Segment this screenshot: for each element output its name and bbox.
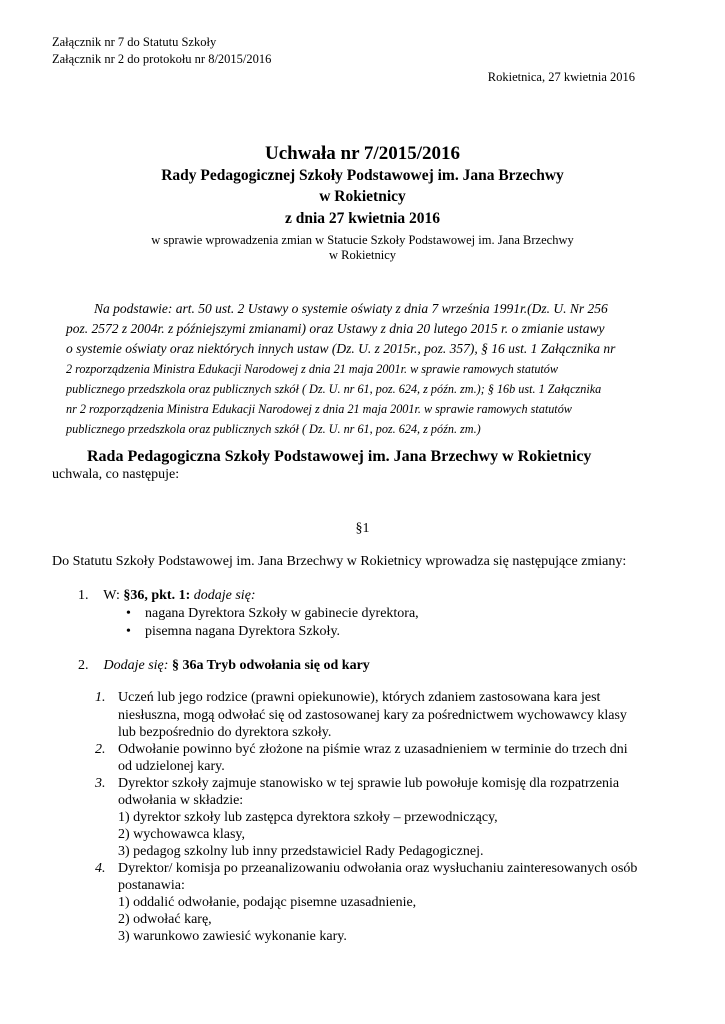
basis-line: poz. 2572 z 2004r. z późniejszymi zmianami) oraz Ustawy z dnia 20 lutego 2015 r. o zmianie ustawy [66, 321, 605, 336]
subpoint-line: 1) oddalić odwołanie, podając pisemne uzasadnienie, [118, 895, 417, 910]
subpoint-line: Uczeń lub jego rodzice (prawni opiekunowie), których zdaniem zastosowana kara jest [118, 690, 601, 705]
item-ref: §36, pkt. 1: [123, 588, 191, 603]
item-number: 2. [78, 658, 89, 673]
basis-line: nr 2 rozporządzenia Ministra Edukacji Narodowej z dnia 21 maja 2001r. w sprawie ramowych statutów [66, 402, 572, 416]
item-ref: § 36a Tryb odwołania się od kary [168, 658, 370, 673]
council-location: w Rokietnicy [319, 188, 406, 205]
amendments-intro: Do Statutu Szkoły Podstawowej im. Jana Brzechwy w Rokietnicy wprowadza się następujące zmiany: [52, 554, 627, 569]
subject-line-1: w sprawie wprowadzenia zmian w Statucie Szkoły Podstawowej im. Jana Brzechwy [151, 233, 574, 247]
basis-line: 2 rozporządzenia Ministra Edukacji Narodowej z dnia 21 maja 2001r. w sprawie ramowych statutów [66, 362, 559, 376]
bullet-dot-icon: • [126, 624, 131, 639]
subpoint-line: od udzielonej kary. [118, 759, 225, 774]
subpoint-line: niesłuszna, mogą odwołać się od zastosowanej kary za pośrednictwem wychowawcy klasy [118, 708, 627, 723]
subpoint-number: 2. [95, 742, 106, 757]
place-date: Rokietnica, 27 kwietnia 2016 [487, 70, 635, 84]
subpoint-line: 3) pedagog szkolny lub inny przedstawiciel Rady Pedagogicznej. [118, 844, 484, 859]
council-heading: Rada Pedagogiczna Szkoły Podstawowej im. Jana Brzechwy w Rokietnicy [87, 448, 592, 465]
attachment-note-statute: Załącznik nr 7 do Statutu Szkoły [52, 35, 217, 49]
subpoint-line: 3) warunkowo zawiesić wykonanie kary. [118, 929, 347, 944]
subpoint-line: Odwołanie powinno być złożone na piśmie wraz z uzasadnieniem w terminie do trzech dni [118, 742, 628, 757]
item-action: dodaje się: [190, 588, 256, 603]
bullet-item: pisemna nagana Dyrektora Szkoły. [145, 624, 341, 639]
subpoint-line: 1) dyrektor szkoły lub zastępca dyrektora szkoły – przewodniczący, [118, 810, 498, 825]
subpoint-line: 2) odwołać karę, [118, 912, 212, 927]
basis-line: publicznego przedszkola oraz publicznych szkół ( Dz. U. nr 61, poz. 624, z późn. zm.); § 16b ust. 1 Załącznika [66, 382, 602, 396]
subpoint-line: postanawia: [118, 878, 185, 893]
subpoint-line: odwołania w składzie: [118, 793, 244, 808]
subpoint-line: 2) wychowawca klasy, [118, 827, 245, 842]
subpoint-number: 1. [95, 690, 106, 705]
resolution-title: Uchwała nr 7/2015/2016 [265, 143, 460, 164]
subject-line-2: w Rokietnicy [328, 248, 396, 262]
basis-line: o systemie oświaty oraz niektórych innych ustaw (Dz. U. z 2015r., poz. 357), § 16 ust. 1 Załącznika nr [66, 341, 616, 356]
resolution-date: z dnia 27 kwietnia 2016 [284, 210, 440, 227]
basis-line: Na podstawie: art. 50 ust. 2 Ustawy o systemie oświaty z dnia 7 września 1991r.(Dz. U. Nr 256 [94, 301, 608, 316]
subpoint-number: 3. [95, 776, 106, 791]
council-name: Rady Pedagogicznej Szkoły Podstawowej im. Jana Brzechwy [161, 167, 564, 184]
item-action: Dodaje się: [103, 658, 169, 673]
subpoint-line: lub bezpośrednio do dyrektora szkoły. [118, 725, 332, 740]
attachment-note-protocol: Załącznik nr 2 do protokołu nr 8/2015/2016 [52, 52, 272, 66]
bullet-dot-icon: • [126, 606, 131, 621]
bullet-item: nagana Dyrektora Szkoły w gabinecie dyrektora, [145, 606, 419, 621]
basis-line: publicznego przedszkola oraz publicznych szkół ( Dz. U. nr 61, poz. 624, z późn. zm.) [66, 422, 481, 436]
subpoint-number: 4. [95, 861, 106, 876]
resolves-text: uchwala, co następuje: [52, 467, 180, 482]
subpoint-line: Dyrektor szkoły zajmuje stanowisko w tej sprawie lub powołuje komisję dla rozpatrzenia [118, 776, 620, 791]
item-1 [78, 588, 256, 604]
item-number: 1. [78, 588, 89, 603]
subpoint-line: Dyrektor/ komisja po przeanalizowaniu odwołania oraz wysłuchaniu zainteresowanych osób [118, 861, 638, 876]
item-2 [78, 658, 370, 674]
section-mark: §1 [355, 521, 370, 536]
legal-basis [66, 299, 672, 439]
item-w: W: [103, 588, 124, 603]
